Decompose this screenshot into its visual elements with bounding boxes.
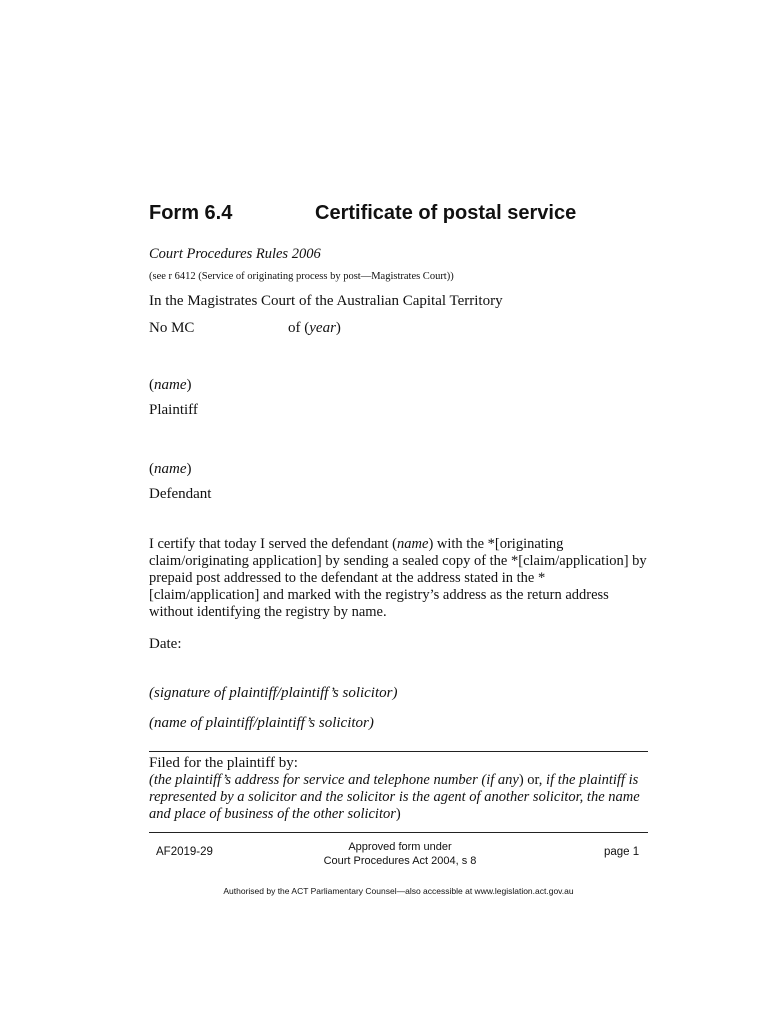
- of-prefix: of (: [288, 320, 310, 336]
- top-divider: [149, 751, 648, 752]
- form-code: AF2019-29: [156, 846, 213, 858]
- certification-part2: ) with the *[originating claim/originating application] by sending a sealed copy of the *[claim/application] by prepaid post addressed to the defendant at the address stated in the *[claim/application] and marked with the registry’s address as the return address without identifying the registry by name.: [149, 536, 647, 620]
- approved-line-1: Approved form under: [348, 841, 452, 853]
- certification-paragraph: [149, 536, 649, 621]
- certification-part1: I certify that today I served the defendant (: [149, 536, 398, 552]
- authorisation-note: Authorised by the ACT Parliamentary Counsel—also accessible at www.legislation.act.gov.au: [223, 886, 574, 896]
- filed-detail: (the plaintiff’s address for service and telephone number (if any) or, if the plaintiff is represented by a solicitor and the solicitor is the agent of another solicitor, the name and place of business of the other solicitor): [149, 772, 640, 822]
- approved-line-2: Court Procedures Act 2004, s 8: [323, 855, 477, 867]
- year-placeholder: year: [309, 320, 336, 336]
- page-number: page 1: [604, 846, 640, 858]
- defendant-name-placeholder: name: [154, 461, 187, 477]
- form-number: Form 6.4: [149, 202, 233, 224]
- case-number-label: No MC: [149, 320, 195, 336]
- form-title: Certificate of postal service: [315, 202, 577, 224]
- bottom-divider: [149, 832, 648, 833]
- filed-label: Filed for the plaintiff by:: [149, 755, 298, 771]
- date-label: Date:: [149, 636, 182, 652]
- filed-detail-close: ): [395, 806, 401, 822]
- case-year: [288, 320, 341, 337]
- court-name: In the Magistrates Court of the Australian Capital Territory: [149, 293, 503, 309]
- certification-name: name: [397, 536, 429, 552]
- defendant-name: (name): [149, 461, 192, 477]
- defendant-label: Defendant: [149, 486, 212, 502]
- signature-line: (signature of plaintiff/plaintiff’s solicitor): [149, 685, 398, 701]
- approved-form-note: [300, 840, 500, 868]
- filed-detail-italic-2: if the plaintiff is represented by a solicitor and the solicitor is the agent of another solicitor, the name and place of business of the other solicitor: [149, 772, 640, 822]
- plaintiff-name: (name): [149, 377, 192, 393]
- plaintiff-name-placeholder: name: [154, 377, 187, 393]
- year-close: ): [335, 320, 341, 336]
- rule-reference: (see r 6412 (Service of originating process by post—Magistrates Court)): [149, 271, 454, 282]
- solicitor-name-line: (name of plaintiff/plaintiff’s solicitor): [149, 715, 374, 731]
- filed-detail-plain: ) or,: [518, 772, 547, 788]
- rules-citation: Court Procedures Rules 2006: [149, 246, 321, 262]
- plaintiff-label: Plaintiff: [149, 402, 198, 418]
- solicitor-name-text: name of plaintiff/plaintiff’s solicitor: [154, 715, 369, 731]
- signature-text: signature of plaintiff/plaintiff’s solicitor: [154, 685, 393, 701]
- filed-detail-italic-1: the plaintiff’s address for service and telephone number (if any: [153, 772, 519, 788]
